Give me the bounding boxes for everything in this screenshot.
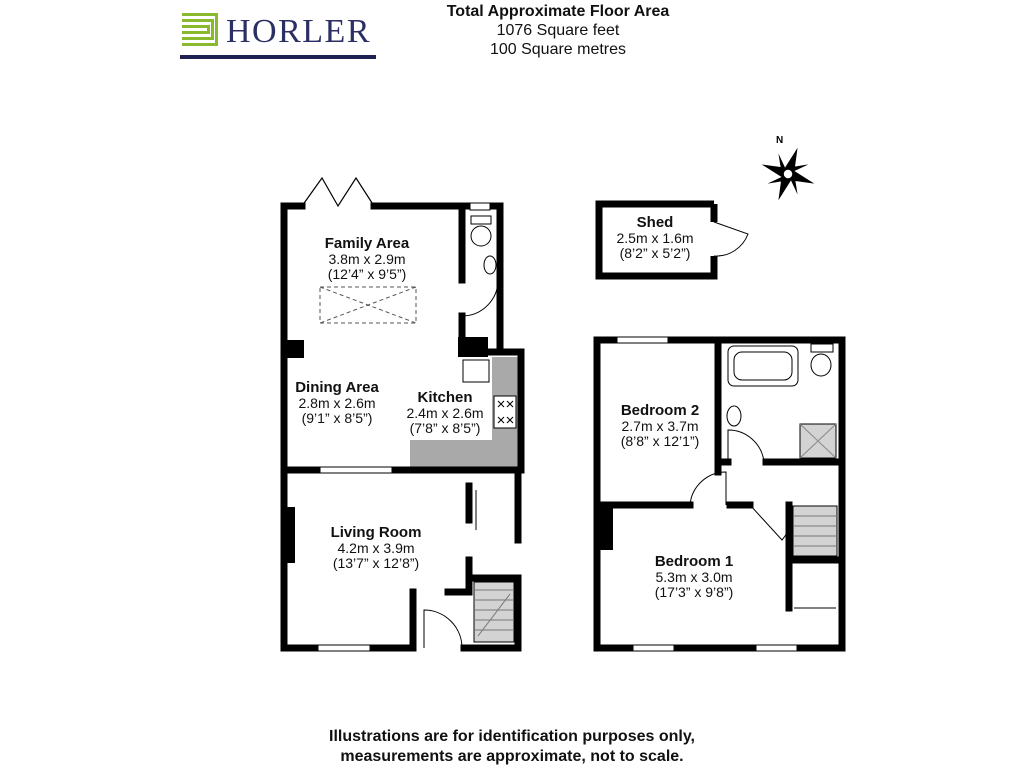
floor-area-square-metres: 100 Square metres	[489, 41, 627, 58]
chimney-breast	[458, 337, 488, 357]
room-metric: 3.8m x 2.9m	[328, 251, 406, 267]
toilet-icon	[811, 354, 831, 376]
compass-rose-icon	[752, 138, 824, 210]
disclaimer-line-2: measurements are approximate, not to scale.	[340, 748, 684, 765]
room-family-area	[325, 235, 410, 282]
living-room-chimney	[281, 507, 295, 563]
room-imperial: (8’2” x 5’2”)	[619, 245, 691, 261]
room-name: Bedroom 2	[620, 402, 700, 419]
room-metric: 2.4m x 2.6m	[406, 405, 484, 421]
bifold-door	[302, 178, 374, 206]
disclaimer	[200, 727, 824, 767]
window	[617, 337, 668, 343]
bedroom-1-door-swing	[750, 505, 791, 540]
room-metric: 2.8m x 2.6m	[298, 395, 376, 411]
room-name: Shed	[636, 214, 674, 231]
chimney-breast	[597, 508, 613, 550]
skylight-cross	[320, 287, 416, 323]
room-bedroom-1	[655, 553, 734, 600]
room-metric: 2.5m x 1.6m	[616, 230, 694, 246]
window	[318, 645, 370, 651]
room-name: Bedroom 1	[654, 553, 734, 570]
front-door-swing	[424, 610, 462, 648]
first-floor	[597, 337, 842, 651]
room-name: Family Area	[324, 235, 410, 252]
kitchen-sink-icon	[463, 360, 489, 382]
staircase	[793, 506, 837, 556]
room-imperial: (8’8” x 12’1”)	[620, 433, 700, 449]
room-imperial: (7’8” x 8’5”)	[409, 420, 481, 436]
compass-north-label: N	[776, 135, 784, 146]
window	[320, 467, 392, 473]
toilet-icon	[471, 226, 491, 246]
bath-inner	[734, 352, 792, 380]
disclaimer-line-1: Illustrations are for identification purposes only,	[329, 728, 695, 745]
wc-window	[470, 203, 490, 210]
room-kitchen	[406, 389, 483, 436]
toilet-cistern	[471, 216, 491, 224]
bathroom-door-swing	[728, 430, 764, 462]
room-imperial: (12’4” x 9’5”)	[327, 266, 407, 282]
first-floor-walls	[597, 340, 842, 648]
toilet-cistern	[811, 344, 833, 352]
room-shed	[616, 214, 693, 261]
wc-door-swing	[462, 280, 498, 316]
room-name: Dining Area	[295, 379, 379, 396]
room-name: Kitchen	[417, 389, 473, 406]
basin-icon	[484, 256, 496, 274]
brand-name: HORLER	[226, 13, 371, 50]
wall-pier	[284, 340, 304, 358]
bedroom-2-door-swing	[690, 472, 726, 505]
room-name: Living Room	[330, 524, 422, 541]
room-dining-area	[295, 379, 379, 426]
room-imperial: (13’7” x 12’8”)	[332, 555, 420, 571]
shed-door-swing	[714, 222, 748, 256]
window	[633, 645, 674, 651]
floor-area-title: Total Approximate Floor Area	[446, 3, 670, 20]
room-metric: 4.2m x 3.9m	[337, 540, 415, 556]
room-living-room	[331, 524, 422, 571]
staircase	[474, 582, 514, 642]
room-metric: 5.3m x 3.0m	[655, 569, 733, 585]
basin-icon	[727, 406, 741, 426]
room-imperial: (9’1” x 8’5”)	[301, 410, 373, 426]
room-bedroom-2	[621, 402, 700, 449]
room-imperial: (17’3” x 9’8”)	[654, 584, 734, 600]
floor-area-square-feet: 1076 Square feet	[496, 22, 620, 39]
window	[756, 645, 797, 651]
room-metric: 2.7m x 3.7m	[621, 418, 699, 434]
